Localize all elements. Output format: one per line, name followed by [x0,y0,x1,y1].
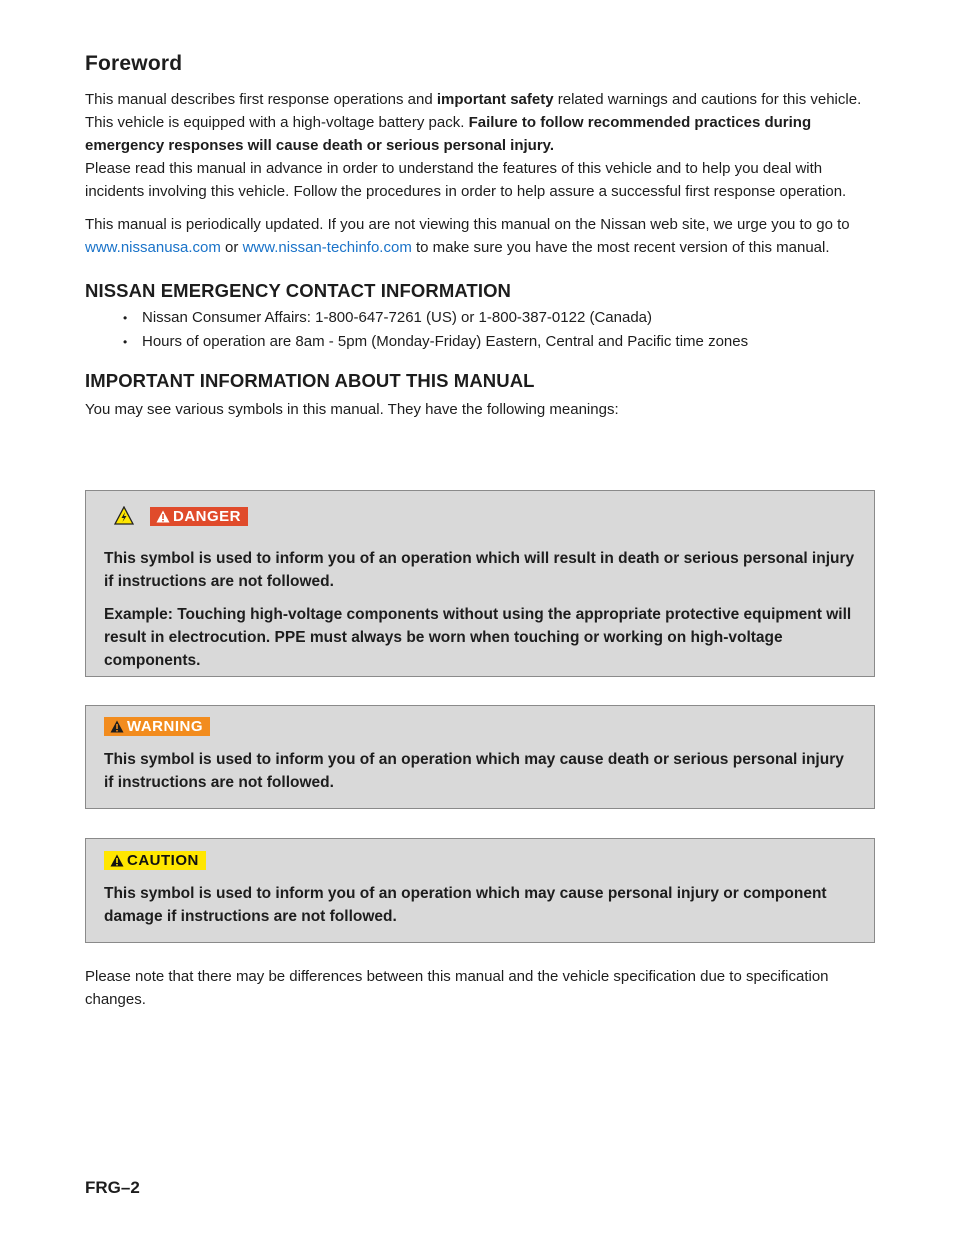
intro-paragraph-2: This vehicle is equipped with a high-voltage battery pack. Failure to follow recommended practices during emergency responses will cause death or serious personal injury. [85,114,812,154]
list-item: • Nissan Consumer Affairs: 1-800-647-7261 (US) or 1-800-387-0122 (Canada) [85,306,875,330]
intro-paragraph-3: Please read this manual in advance in order to understand the features of this vehicle and to help you deal with incidents involving this vehicle. Follow the procedures in order to help assure a successful first response operation. [85,160,847,200]
page-title: Foreword [85,52,183,75]
intro-paragraph-1: This manual describes first response operations and important safety related warnings and cautions for this vehicle. [85,91,862,108]
page-number: FRG–2 [85,1178,140,1197]
danger-signal-row [104,505,856,527]
danger-example: Example: Touching high-voltage components without using the appropriate protective equipment will result in electrocution. PPE must always be worn when touching or working on high-voltage components. [104,606,852,669]
warning-description: This symbol is used to inform you of an operation which may cause death or serious personal injury if instructions are not followed. [104,751,844,791]
manual-info-heading: IMPORTANT INFORMATION ABOUT THIS MANUAL [85,370,535,391]
list-item: • Hours of operation are 8am - 5pm (Monday-Friday) Eastern, Central and Pacific time zones [85,330,875,354]
caution-description: This symbol is used to inform you of an operation which may cause personal injury or component damage if instructions are not followed. [104,885,827,925]
warning-signal-row [104,715,856,737]
closing-note: Please note that there may be differences between this manual and the vehicle specification due to specification changes. [85,968,829,1008]
danger-description: This symbol is used to inform you of an operation which will result in death or serious personal injury if instructions are not followed. [104,550,855,590]
danger-badge: DANGER [150,507,248,526]
caution-badge: CAUTION [104,851,206,870]
alert-triangle-icon [156,510,170,523]
high-voltage-icon [114,506,134,526]
foreword-section [85,52,875,421]
contact-list [85,306,875,354]
contact-heading: NISSAN EMERGENCY CONTACT INFORMATION [85,280,512,301]
manual-info-intro: You may see various symbols in this manual. They have the following meanings: [85,401,619,418]
caution-signal-row [104,849,856,871]
intro-paragraph-4: This manual is periodically updated. If you are not viewing this manual on the Nissan web site, we urge you to go to www.nissanusa.com or www.nissan-techinfo.com to make sure you have the most recent version of this manual. [85,216,850,256]
caution-box [85,838,875,943]
warning-box [85,705,875,809]
nissan-techinfo-link[interactable]: www.nissan-techinfo.com [242,239,412,256]
warning-badge: WARNING [104,717,210,736]
alert-triangle-icon [110,854,124,867]
danger-box [85,490,875,677]
alert-triangle-icon [110,720,124,733]
nissanusa-link[interactable]: www.nissanusa.com [85,239,221,256]
